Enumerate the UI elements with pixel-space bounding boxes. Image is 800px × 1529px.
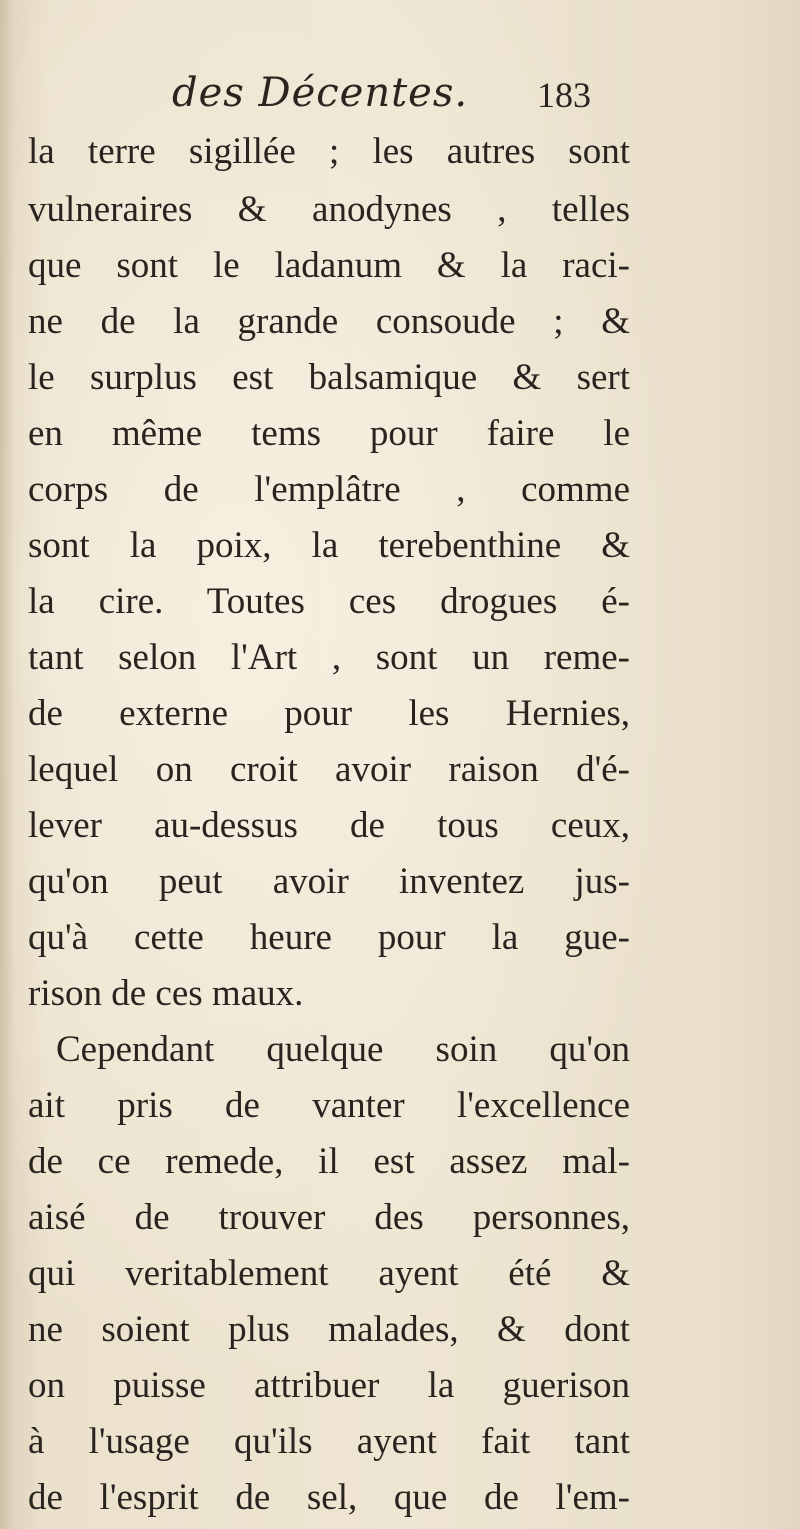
- text-line: aisé de trouver des personnes,: [28, 1197, 630, 1238]
- text-line: lequel on croit avoir raison d'é-: [28, 749, 630, 790]
- text-line: ait pris de vanter l'excellence: [28, 1085, 630, 1126]
- text-line: qu'à cette heure pour la gue-: [28, 917, 630, 958]
- text-line: qu'on peut avoir inventez jus-: [28, 861, 630, 902]
- text-line: qui veritablement ayent été &: [28, 1253, 630, 1294]
- running-title: des Décentes.: [172, 70, 469, 116]
- text-line: tant selon l'Art , sont un reme-: [28, 637, 630, 678]
- text-line: rison de ces maux.: [28, 973, 304, 1014]
- text-line: que sont le ladanum & la raci-: [28, 245, 630, 286]
- paragraph-start-line: Cependant quelque soin qu'on: [56, 1029, 630, 1070]
- text-line: on puisse attribuer la guerison: [28, 1365, 630, 1406]
- text-line: ne de la grande consoude ; &: [28, 301, 630, 342]
- page-number: 183: [537, 75, 591, 115]
- text-line: de ce remede, il est assez mal-: [28, 1141, 630, 1182]
- text-line: le surplus est balsamique & sert: [28, 357, 630, 398]
- text-line: de l'esprit de sel, que de l'em-: [28, 1477, 630, 1518]
- text-line: ne soient plus malades, & dont: [28, 1309, 630, 1350]
- text-line: la terre sigillée ; les autres sont: [28, 131, 630, 172]
- text-line: à l'usage qu'ils ayent fait tant: [28, 1421, 630, 1462]
- text-line: la cire. Toutes ces drogues é-: [28, 581, 630, 622]
- text-line: en même tems pour faire le: [28, 413, 630, 454]
- text-line: sont la poix, la terebenthine &: [28, 525, 630, 566]
- text-line: vulneraires & anodynes , telles: [28, 189, 630, 230]
- text-line: corps de l'emplâtre , comme: [28, 469, 630, 510]
- text-line: lever au-dessus de tous ceux,: [28, 805, 630, 846]
- text-line: de externe pour les Hernies,: [28, 693, 630, 734]
